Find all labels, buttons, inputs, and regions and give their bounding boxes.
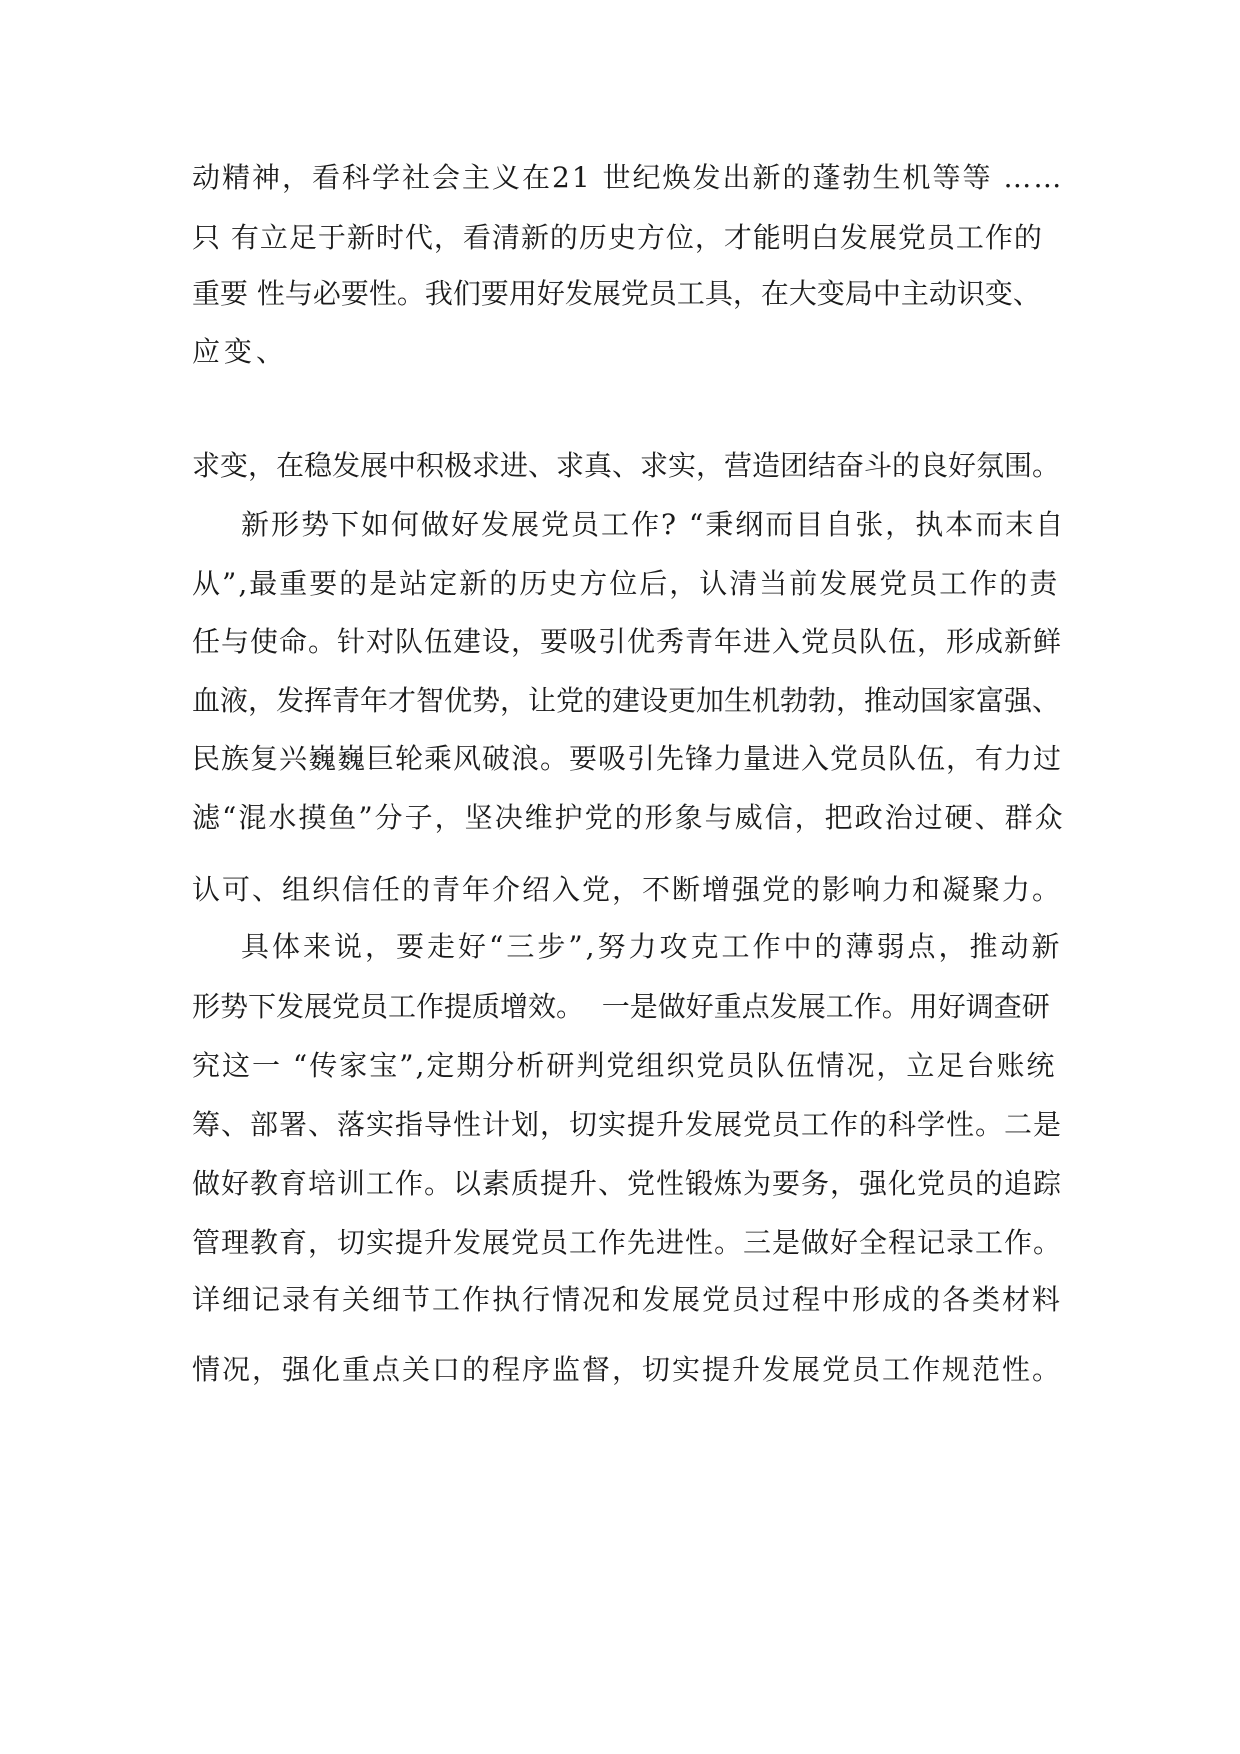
- text-line: 认可、组织信任的青年介绍入党，不断增强党的影响力和凝聚力。: [192, 873, 1063, 906]
- text-line: 管理教育，切实提升发展党员工作先进性。三是做好全程记录工作。: [192, 1226, 1063, 1259]
- text-line: 动精神，看科学社会主义在21 世纪焕发出新的蓬勃生机等等 ……: [192, 161, 1064, 194]
- text-line: 筹、部署、落实指导性计划，切实提升发展党员工作的科学性。二是: [192, 1108, 1063, 1141]
- text-line: 形势下发展党员工作提质增效。 一是做好重点发展工作。用好调查研: [192, 990, 1050, 1023]
- paragraph-start-line: 具体来说，要走好“三步”,努力攻克工作中的薄弱点，推动新: [241, 930, 1063, 963]
- text-line: 重要 性与必要性。我们要用好发展党员工具，在大变局中主动识变、: [192, 277, 1041, 310]
- text-line: 究这一 “传家宝”,定期分析研判党组织党员队伍情况，立足台账统: [192, 1049, 1057, 1082]
- text-line: 从”,最重要的是站定新的历史方位后，认清当前发展党员工作的责: [192, 567, 1060, 600]
- text-line: 详细记录有关细节工作执行情况和发展党员过程中形成的各类材料: [192, 1283, 1063, 1316]
- text-line: 滤“混水摸鱼”分子，坚决维护党的形象与威信，把政治过硬、群众: [192, 801, 1065, 834]
- text-line: 任与使命。针对队伍建设，要吸引优秀青年进入党员队伍，形成新鲜: [192, 625, 1063, 658]
- text-line: 血液，发挥青年才智优势，让党的建设更加生机勃勃，推动国家富强、: [192, 684, 1061, 717]
- paragraph-start-line: 新形势下如何做好发展党员工作? “秉纲而目自张，执本而末自: [241, 508, 1066, 541]
- text-line: 情况，强化重点关口的程序监督，切实提升发展党员工作规范性。: [192, 1353, 1063, 1386]
- text-line: 应变、: [192, 335, 289, 368]
- text-line: 民族复兴巍巍巨轮乘风破浪。要吸引先锋力量进入党员队伍，有力过: [192, 742, 1063, 775]
- text-line: 做好教育培训工作。以素质提升、党性锻炼为要务，强化党员的追踪: [192, 1167, 1063, 1200]
- text-line: 只 有立足于新时代，看清新的历史方位，才能明白发展党员工作的: [192, 221, 1043, 254]
- text-line: 求变，在稳发展中积极求进、求真、求实，营造团结奋斗的良好氛围。: [192, 449, 1061, 482]
